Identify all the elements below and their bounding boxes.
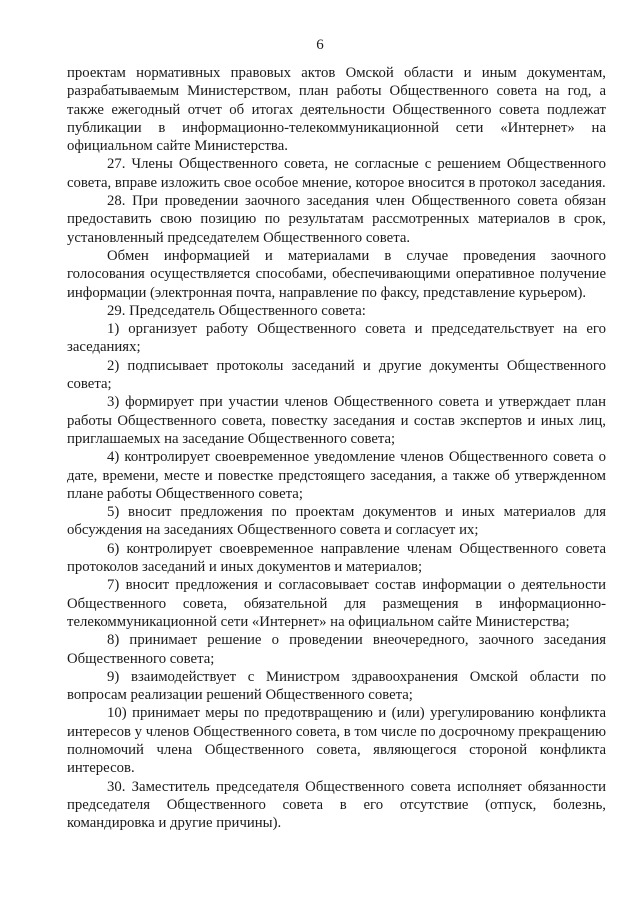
paragraph: 28. При проведении заочного заседания член Общественного совета обязан предоставить свою позицию по результатам рассмотренных материалов в срок, установленный председателем Общественного совета.	[67, 193, 606, 246]
paragraph: Обмен информацией и материалами в случае проведения заочного голосования осуществляется способами, обеспечивающими оперативное получение информации (электронная почта, направление по факсу, представление курьером).	[67, 247, 606, 301]
paragraph: 2) подписывает протоколы заседаний и другие документы Общественного совета;	[67, 357, 606, 393]
paragraph: проектам нормативных правовых актов Омской области и иным документам, разрабатываемым Министерством, план работы Общественного совета на год, а также ежегодный отчет об итогах деятельности Общественного совета подлежат публикации в информационно-телекоммуникационной сети «Интернет» на официальном сайте Министерства.	[67, 65, 606, 155]
paragraph: 8) принимает решение о проведении внеочередного, заочного заседания Общественного совета;	[67, 632, 606, 667]
paragraph: 10) принимает меры по предотвращению и (или) урегулированию конфликта интересов у членов Общественного совета, в том числе по досрочному прекращению полномочий члена Общественного совета, являющегося стороной конфликта интересов.	[67, 705, 606, 777]
paragraph: 29. Председатель Общественного совета:	[107, 302, 366, 319]
document-body	[67, 64, 606, 832]
paragraph: 5) вносит предложения по проектам документов и иных материалов для обсуждения на заседаниях Общественного совета и согласует их;	[67, 504, 606, 539]
paragraph: 3) формирует при участии членов Общественного совета и утверждает план работы Общественного совета, повестку заседания и состав экспертов и иных лиц, приглашаемых на заседание Общественного совета;	[67, 394, 606, 447]
paragraph: 9) взаимодействует с Министром здравоохранения Омской области по вопросам реализации решений Общественного совета;	[67, 668, 606, 704]
paragraph: 4) контролирует своевременное уведомление членов Общественного совета о дате, времени, месте и повестке предстоящего заседания, а также об утвержденном плане работы Общественного совета;	[67, 449, 606, 502]
paragraph: 6) контролирует своевременное направление членам Общественного совета протоколов заседаний и иных документов и материалов;	[67, 540, 606, 576]
paragraph: 1) организует работу Общественного совета и председательствует на его заседаниях;	[67, 321, 606, 356]
paragraph: 27. Члены Общественного совета, не согласные с решением Общественного совета, вправе изложить свое особое мнение, которое вносится в протокол заседания.	[67, 156, 606, 191]
paragraph: 7) вносит предложения и согласовывает состав информации о деятельности Общественного совета, обязательной для размещения в информационно-телекоммуникационной сети «Интернет» на официальном сайте Министерства;	[67, 577, 606, 630]
paragraph: 30. Заместитель председателя Общественного совета исполняет обязанности председателя Общественного совета в его отсутствие (отпуск, болезнь, командировка и другие причины).	[67, 778, 606, 832]
page-number: 6	[316, 37, 324, 53]
